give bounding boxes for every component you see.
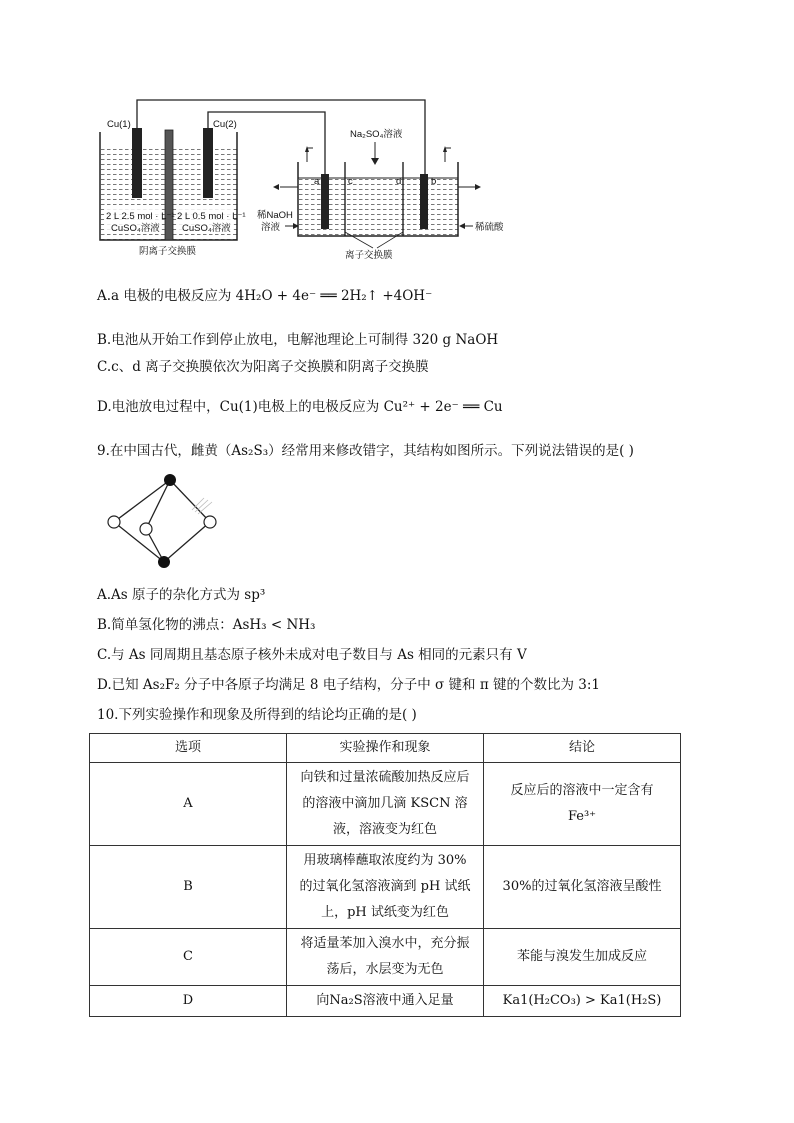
row-a-concl-line2: Fe³⁺ xyxy=(567,809,597,824)
row-b-op-line2: 的过氧化氢溶液滴到 pH 试纸 xyxy=(299,879,471,894)
left-solution-name: CuSO₄溶液 xyxy=(111,223,160,234)
row-d-conclusion xyxy=(484,986,681,1017)
q9-option-a: A.As 原子的杂化方式为 sp³ xyxy=(97,587,266,603)
cu2-electrode xyxy=(203,128,213,198)
row-c-op-line2: 荡后，水层变为无色 xyxy=(326,962,444,977)
q8-option-d: D.电池放电过程中，Cu(1)电极上的电极反应为 Cu²⁺ + 2e⁻ ══ Cu xyxy=(97,399,503,415)
q8-option-c: C.c、d 离子交换膜依次为阳离子交换膜和阴离子交换膜 xyxy=(97,359,429,375)
row-b-operation xyxy=(287,846,484,929)
cu1-label: Cu(1) xyxy=(107,119,131,130)
s-atom-left xyxy=(108,516,120,528)
header-operation: 实验操作和现象 xyxy=(287,734,484,763)
row-a-conclusion xyxy=(484,763,681,846)
row-a-op-line2: 的溶液中滴加几滴 KSCN 溶 xyxy=(302,796,468,811)
naoh-label-2: 溶液 xyxy=(261,222,281,233)
right-solution-name: CuSO₄溶液 xyxy=(182,223,231,234)
electrode-a-label: a xyxy=(314,176,320,187)
row-d-option: D xyxy=(90,986,287,1017)
cu1-electrode xyxy=(132,128,142,198)
row-a-operation xyxy=(287,763,484,846)
table-row xyxy=(90,763,681,846)
row-c-concl-line1: 苯能与溴发生加成反应 xyxy=(516,949,647,964)
table-header-row xyxy=(90,734,681,763)
row-b-conclusion xyxy=(484,846,681,929)
left-solution-conc: 2 L 2.5 mol · L⁻¹ xyxy=(106,211,175,222)
q9-option-c: C.与 As 同周期且基态原子核外未成对电子数目与 As 相同的元素只有 V xyxy=(97,647,527,663)
table-row xyxy=(90,929,681,986)
q9-option-b: B.简单氢化物的沸点：AsH₃ < NH₃ xyxy=(97,617,316,633)
row-c-conclusion xyxy=(484,929,681,986)
q9-stem: 9.在中国古代，雌黄（As₂S₃）经常用来修改错字，其结构如图所示。下列说法错误的是( ) xyxy=(97,443,634,459)
electrode-b-label: b xyxy=(431,176,437,187)
na2so4-label: Na₂SO₄溶液 xyxy=(350,129,403,140)
ion-membrane-label: 离子交换膜 xyxy=(345,250,393,261)
as2s3-structure-figure xyxy=(100,470,230,572)
s-atom-middle xyxy=(140,523,152,535)
row-c-op-line1: 将适量苯加入溴水中，充分振 xyxy=(300,936,470,951)
row-b-concl-line1: 30%的过氧化氢溶液呈酸性 xyxy=(502,879,662,894)
table-row xyxy=(90,986,681,1017)
cu2-label: Cu(2) xyxy=(213,119,237,130)
anion-exchange-membrane xyxy=(165,130,173,240)
row-b-op-line3: 上，pH 试纸变为红色 xyxy=(321,905,449,920)
naoh-label-1: 稀NaOH xyxy=(257,210,293,221)
header-option: 选项 xyxy=(90,734,287,763)
electrochem-apparatus-figure xyxy=(95,92,515,264)
as-atom-bottom xyxy=(158,556,170,568)
table-row xyxy=(90,846,681,929)
q10-stem: 10.下列实验操作和现象及所得到的结论均正确的是( ) xyxy=(97,707,417,723)
row-a-op-line1: 向铁和过量浓硫酸加热反应后 xyxy=(300,770,470,785)
anion-membrane-label: 阴离子交换膜 xyxy=(139,246,197,257)
right-solution-conc: 2 L 0.5 mol · L⁻¹ xyxy=(177,211,246,222)
electrode-b xyxy=(420,174,428,229)
row-d-op-line1: 向Na₂S溶液中通入足量 xyxy=(316,993,454,1008)
row-c-option: C xyxy=(90,929,287,986)
row-c-operation xyxy=(287,929,484,986)
q9-option-d: D.已知 As₂F₂ 分子中各原子均满足 8 电子结构，分子中 σ 键和 π 键的个数比为 3:1 xyxy=(97,677,601,693)
row-d-concl-line1: Ka1(H₂CO₃) > Ka1(H₂S) xyxy=(502,993,662,1008)
row-d-operation xyxy=(287,986,484,1017)
electrode-d-label: d xyxy=(396,176,402,187)
header-conclusion: 结论 xyxy=(484,734,681,763)
row-b-option: B xyxy=(90,846,287,929)
row-a-concl-line1: 反应后的溶液中一定含有 xyxy=(510,783,654,798)
h2so4-label: 稀硫酸 xyxy=(475,222,504,233)
q8-option-b: B.电池从开始工作到停止放电，电解池理论上可制得 320 g NaOH xyxy=(97,332,499,348)
row-b-op-line1: 用玻璃棒蘸取浓度约为 30% xyxy=(303,853,467,868)
experiment-table xyxy=(89,733,681,1017)
electrode-a xyxy=(321,174,329,229)
q8-option-a: A.a 电极的电极反应为 4H₂O + 4e⁻ ══ 2H₂↑ +4OH⁻ xyxy=(97,288,433,304)
s-atom-right xyxy=(204,516,216,528)
electrode-c-label: c xyxy=(348,176,353,187)
row-a-op-line3: 液，溶液变为红色 xyxy=(332,822,437,837)
row-a-option: A xyxy=(90,763,287,846)
as-atom-top xyxy=(164,474,176,486)
